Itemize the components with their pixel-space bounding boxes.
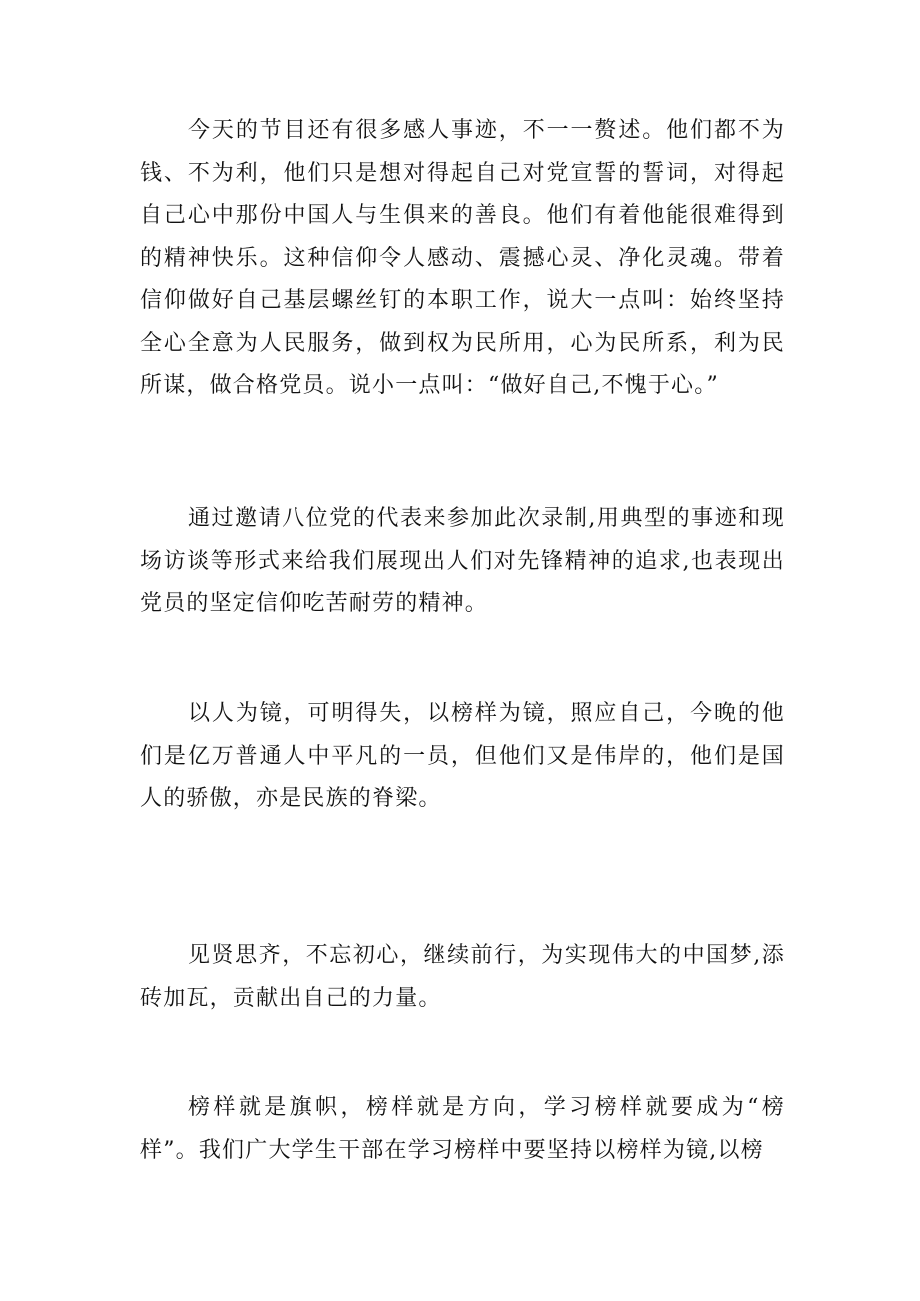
paragraph-touching-deeds: 今天的节目还有很多感人事迹，不一一赘述。他们都不为钱、不为利，他们只是想对得起自己对党宣誓的誓词，对得起自己心中那份中国人与生俱来的善良。他们有着他能很难得到的精神快乐。这种信仰令人感动、震撼心灵、净化灵魂。带着信仰做好自己基层螺丝钉的本职工作，说大一点叫：始终坚持全心全意为人民服务，做到权为民所用，心为民所系，利为民所谋，做合格党员。说小一点叫：“做好自己,不愧于心。” xyxy=(140,118,785,398)
paragraph-china-dream: 见贤思齐，不忘初心，继续前行，为实现伟大的中国梦,添砖加瓦，贡献出自己的力量。 xyxy=(140,943,785,1011)
paragraph-role-model-banner: 榜样就是旗帜，榜样就是方向，学习榜样就要成为“榜样”。我们广大学生干部在学习榜样中要坚持以榜样为镜,以榜 xyxy=(140,1095,785,1163)
paragraph-eight-representatives: 通过邀请八位党的代表来参加此次录制,用典型的事迹和现场访谈等形式来给我们展现出人们对先锋精神的追求,也表现出党员的坚定信仰吃苦耐劳的精神。 xyxy=(140,506,785,616)
paragraph-role-models-mirror: 以人为镜，可明得失，以榜样为镜，照应自己，今晚的他们是亿万普通人中平凡的一员，但他们又是伟岸的，他们是国人的骄傲，亦是民族的脊梁。 xyxy=(140,701,785,811)
